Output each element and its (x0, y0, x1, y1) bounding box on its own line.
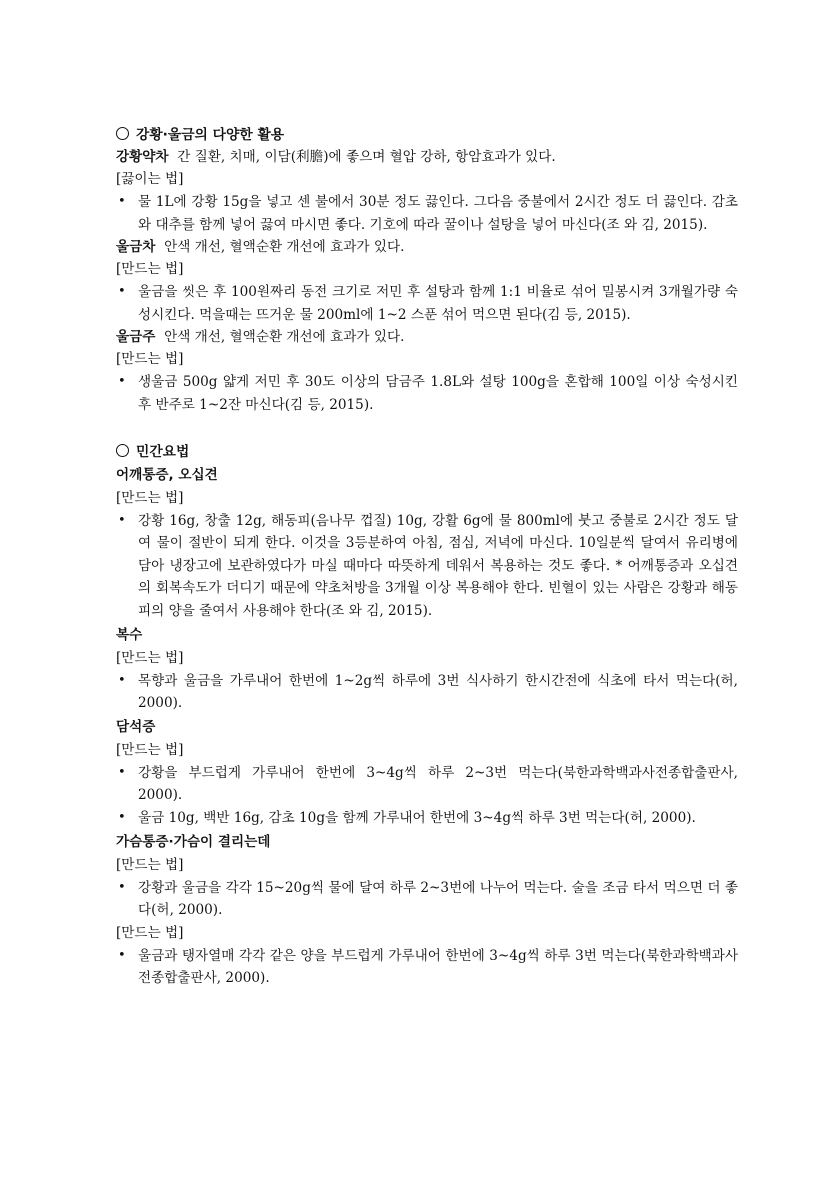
section-title-folk-remedies (116, 441, 738, 463)
list-item-text: 울금을 씻은 후 100원짜리 동전 크기로 저민 후 설탕과 함께 1:1 비율로 섞어 밀봉시켜 3개월가량 숙성시킨다. 먹을때는 뜨거운 물 200ml에 1~2 스푼 섞어 먹으면 된다(김 등, 2015). (138, 284, 738, 323)
document-body (116, 124, 738, 990)
list-item (116, 877, 738, 922)
bullet-dot-icon: • (118, 879, 126, 895)
bullet-dot-icon: • (118, 947, 126, 963)
bullet-dot-icon: • (118, 809, 126, 825)
list-item-text: 울금 10g, 백반 16g, 감초 10g을 함께 가루내어 한번에 3~4g씩 하루 3번 먹는다(허, 2000). (138, 809, 696, 826)
bullet-dot-icon: • (118, 194, 126, 209)
list-item (116, 762, 738, 807)
drink-name: 울금차 (116, 239, 156, 256)
remedy-title: 복수 (116, 626, 143, 643)
method-label: [만드는 법] (116, 741, 184, 758)
method-label: [끓이는 법] (116, 171, 184, 187)
drink-entry (116, 236, 738, 258)
drink-description: 안색 개선, 혈액순환 개선에 효과가 있다. (164, 329, 405, 346)
list-item (116, 281, 738, 326)
bullet-dot-icon: • (118, 374, 126, 390)
method-label: [만드는 법] (116, 261, 184, 278)
list-item-text: 울금과 탱자열매 각각 같은 양을 부드럽게 가루내어 한번에 3~4g씩 하루 3번 먹는다(북한과학백과사전종합출판사, 2000). (138, 947, 738, 987)
method-label: [만드는 법] (116, 856, 184, 873)
bullet-dot-icon: • (118, 764, 126, 780)
list-item (116, 510, 738, 623)
circle-bullet-icon (116, 127, 129, 140)
list-item-text: 생울금 500g 얇게 저민 후 30도 이상의 담금주 1.8L와 설탕 100g을 혼합해 100일 이상 숙성시킨 후 반주로 1~2잔 마신다(김 등, 2015). (138, 374, 738, 413)
section-title-text: 민간요법 (136, 443, 190, 460)
method-label: [만드는 법] (116, 924, 184, 941)
list-item-text: 강황 16g, 창출 12g, 해동피(음나무 껍질) 10g, 강활 6g에 물 800ml에 붓고 중불로 2시간 정도 달여 물이 절반이 되게 한다. 이것을 3등분하여 아침, 점심, 저녁에 마신다. 10일분씩 달여서 유리병에 담아 냉장고에 보관하였다가 마실 때마다 따뜻하게 데워서 복용하는 것도 좋다. * 어깨통증과 오십견의 회복속도가 더디기 때문에 약초처방을 3개월 이상 복용해야 한다. 빈혈이 있는 사람은 강황과 해동피의 양을 줄여서 사용해야 한다(조 와 김, 2015). (138, 512, 738, 619)
drink-entry (116, 326, 738, 348)
method-label: [만드는 법] (116, 351, 184, 368)
list-item (116, 670, 738, 715)
method-label: [만드는 법] (116, 649, 184, 666)
list-item-text: 목향과 울금을 가루내어 한번에 1~2g씩 하루에 3번 식사하기 한시간전에 식초에 타서 먹는다(허, 2000). (138, 672, 738, 712)
method-label: [만드는 법] (116, 489, 184, 506)
remedy-title: 담석증 (116, 718, 156, 735)
section-title-uses (116, 124, 738, 146)
list-item-text: 물 1L에 강황 15g을 넣고 센 불에서 30분 정도 끓인다. 그다음 중불에서 2시간 정도 더 끓인다. 감초와 대추를 함께 넣어 끓여 마시면 좋다. 기호에 따라 꿀이나 설탕을 넣어 마신다(조 와 김, 2015). (138, 194, 738, 233)
section-spacer (116, 417, 738, 441)
drink-entry (116, 146, 738, 168)
list-item (116, 807, 738, 830)
list-item (116, 191, 738, 236)
remedy-title: 가슴통증·가슴이 결리는데 (116, 833, 271, 850)
remedy-title: 어깨통증, 오십견 (116, 466, 218, 483)
list-item-text: 강황을 부드럽게 가루내어 한번에 3~4g씩 하루 2~3번 먹는다(북한과학백과사전종합출판사, 2000). (138, 764, 738, 804)
bullet-dot-icon: • (118, 512, 126, 528)
bullet-dot-icon: • (118, 284, 126, 300)
drink-name: 울금주 (116, 329, 156, 346)
circle-bullet-icon (116, 444, 129, 457)
list-item (116, 371, 738, 416)
drink-description: 안색 개선, 혈액순환 개선에 효과가 있다. (164, 239, 405, 256)
section-title-text: 강황·울금의 다양한 활용 (136, 127, 285, 143)
list-item (116, 945, 738, 990)
bullet-dot-icon: • (118, 672, 126, 688)
drink-description: 간 질환, 치매, 이담(利膽)에 좋으며 혈압 강하, 항암효과가 있다. (177, 149, 556, 165)
list-item-text: 강황과 울금을 각각 15~20g씩 물에 달여 하루 2~3번에 나누어 먹는다. 술을 조금 타서 먹으면 더 좋다(허, 2000). (138, 879, 738, 919)
drink-name: 강황약차 (116, 149, 169, 165)
